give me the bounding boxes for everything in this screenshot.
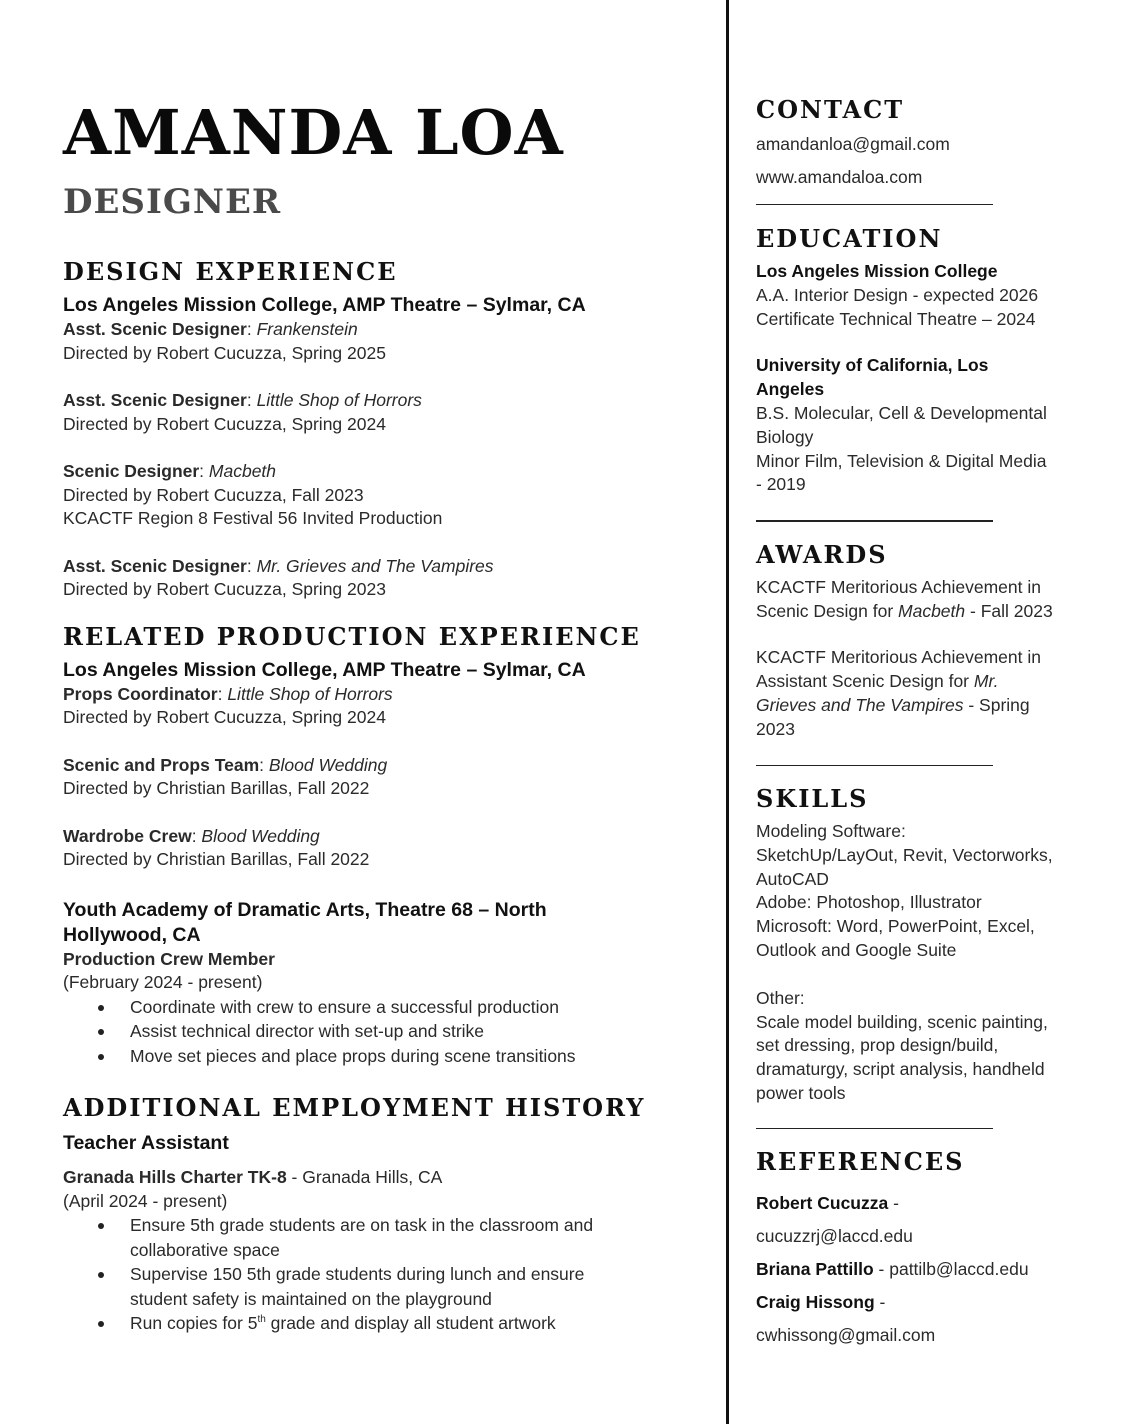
education-section: [756, 223, 1086, 522]
entry-detail: Directed by Christian Barillas, Fall 2022: [63, 849, 370, 869]
experience-entry: Asst. Scenic Designer: Little Shop of Horrors Directed by Robert Cucuzza, Spring 2024: [63, 389, 703, 436]
organization: Youth Academy of Dramatic Arts, Theatre 68 – North: [63, 898, 547, 921]
reference-item: Craig Hissong -: [756, 1291, 886, 1312]
experience-entry: Scenic Designer: Macbeth Directed by Robert Cucuzza, Fall 2023 KCACTF Region 8 Festival 56 Invited Production: [63, 460, 703, 531]
experience-entry: Props Coordinator: Little Shop of Horrors Directed by Robert Cucuzza, Spring 2024: [63, 683, 703, 730]
list-item: Move set pieces and place props during scene transitions: [130, 1044, 703, 1069]
entry-detail: Directed by Robert Cucuzza, Spring 2024: [63, 413, 386, 434]
contact-section: [756, 94, 1086, 205]
contact-website[interactable]: www.amandaloa.com: [756, 166, 923, 187]
skill-line: Microsoft: Word, PowerPoint, Excel,: [756, 916, 1035, 937]
candidate-title: DESIGNER: [63, 182, 282, 222]
reference-item: Robert Cucuzza -: [756, 1193, 899, 1214]
reference-item: Briana Pattillo - pattilb@laccd.edu: [756, 1258, 1029, 1279]
experience-entry: Asst. Scenic Designer: Frankenstein Directed by Robert Cucuzza, Spring 2025: [63, 318, 703, 365]
employment-section: [63, 1093, 703, 1336]
skills-section: [756, 783, 1086, 1129]
employer: Granada Hills Charter TK-8: [63, 1167, 287, 1187]
skill-line: Outlook and Google Suite: [756, 940, 957, 961]
skill-line: Adobe: Photoshop, Illustrator: [756, 892, 982, 913]
duties-list: [63, 995, 703, 1069]
reference-email[interactable]: cucuzzrj@laccd.edu: [756, 1226, 913, 1247]
production-title: Blood Wedding: [201, 825, 320, 846]
role: Asst. Scenic Designer: [63, 390, 247, 410]
main-column: [63, 96, 703, 1336]
role: Props Coordinator: [63, 683, 218, 704]
role: Scenic Designer: [63, 461, 200, 481]
organization: Hollywood, CA: [63, 923, 201, 946]
list-item: Ensure 5th grade students are on task in the classroom and collaborative space: [130, 1213, 703, 1262]
entry-detail: Directed by Robert Cucuzza, Spring 2023: [63, 579, 386, 599]
section-divider: [756, 520, 993, 522]
employer-location: - Granada Hills, CA: [286, 1167, 443, 1187]
skill-line: AutoCAD: [756, 868, 829, 889]
entry-detail: KCACTF Region 8 Festival 56 Invited Production: [63, 508, 443, 528]
section-heading: AWARDS: [756, 539, 888, 569]
school-name: University of California, Los: [756, 355, 989, 376]
production-title: Little Shop of Horrors: [256, 390, 422, 410]
list-item: Run copies for 5th grade and display all student artwork: [130, 1311, 703, 1336]
award-item: KCACTF Meritorious Achievement in Scenic Design for Macbeth - Fall 2023: [756, 576, 1053, 621]
skill-label: Other:: [756, 987, 805, 1008]
job-title: Teacher Assistant: [63, 1132, 229, 1154]
experience-entry: Scenic and Props Team: Blood Wedding Directed by Christian Barillas, Fall 2022: [63, 754, 703, 801]
section-heading: CONTACT: [756, 95, 905, 124]
section-divider: [756, 765, 993, 767]
degree-line: Minor Film, Television & Digital Media: [756, 450, 1047, 471]
experience-entry: Asst. Scenic Designer: Mr. Grieves and The Vampires Directed by Robert Cucuzza, Spring 2023: [63, 555, 703, 602]
list-item: Coordinate with crew to ensure a successful production: [130, 995, 703, 1020]
section-heading: RELATED PRODUCTION EXPERIENCE: [63, 621, 641, 651]
section-heading: DESIGN EXPERIENCE: [63, 257, 398, 286]
role: Asst. Scenic Designer: [63, 319, 247, 339]
skill-line: Modeling Software:: [756, 821, 906, 842]
production-title: Mr. Grieves and The Vampires: [256, 555, 494, 576]
degree-line: Certificate Technical Theatre – 2024: [756, 308, 1036, 329]
production-title: Macbeth: [208, 461, 277, 481]
degree-line: B.S. Molecular, Cell & Developmental: [756, 403, 1047, 424]
column-divider: [726, 0, 729, 1424]
organization: Los Angeles Mission College, AMP Theatre – Sylmar, CA: [63, 658, 586, 681]
section-heading: REFERENCES: [756, 1147, 965, 1177]
skill-line: power tools: [756, 1083, 846, 1104]
candidate-name: AMANDA LOA: [63, 96, 564, 169]
skills-list: [756, 820, 1086, 963]
related-experience-section: [63, 622, 703, 1069]
production-title: Little Shop of Horrors: [227, 683, 393, 704]
references-section: [756, 1146, 1086, 1347]
entry-dates: (April 2024 - present): [63, 1190, 228, 1211]
skill-line: Scale model building, scenic painting,: [756, 1011, 1048, 1032]
degree-line: - 2019: [756, 474, 806, 495]
entry-detail: Directed by Robert Cucuzza, Spring 2024: [63, 707, 386, 727]
design-experience-section: [63, 257, 703, 602]
production-title: Blood Wedding: [268, 754, 388, 775]
skill-line: dramaturgy, script analysis, handheld: [756, 1059, 1045, 1080]
production-title: Frankenstein: [256, 319, 358, 339]
role: Production Crew Member: [63, 948, 275, 969]
degree-line: Biology: [756, 426, 814, 447]
awards-section: [756, 539, 1086, 766]
reference-email[interactable]: cwhissong@gmail.com: [756, 1324, 936, 1345]
list-item: Assist technical director with set-up and strike: [130, 1019, 703, 1044]
contact-email[interactable]: amandanloa@gmail.com: [756, 134, 950, 154]
section-heading: EDUCATION: [756, 224, 943, 254]
skill-line: SketchUp/LayOut, Revit, Vectorworks,: [756, 844, 1053, 865]
list-item: Supervise 150 5th grade students during lunch and ensure student safety is maintained on the playground: [130, 1262, 703, 1311]
award-item: KCACTF Meritorious Achievement in Assistant Scenic Design for Mr. Grieves and The Vampires - Spring 2023: [756, 647, 1041, 739]
section-heading: SKILLS: [756, 784, 869, 814]
entry-detail: Directed by Christian Barillas, Fall 2022: [63, 778, 370, 798]
section-divider: [756, 204, 993, 206]
experience-entry: Wardrobe Crew: Blood Wedding Directed by Christian Barillas, Fall 2022: [63, 825, 703, 872]
role: Wardrobe Crew: [63, 825, 192, 846]
role: Scenic and Props Team: [63, 754, 260, 775]
sidebar-column: [756, 94, 1086, 1347]
entry-detail: Directed by Robert Cucuzza, Fall 2023: [63, 484, 364, 505]
section-heading: ADDITIONAL EMPLOYMENT HISTORY: [63, 1093, 646, 1122]
skill-line: set dressing, prop design/build,: [756, 1035, 999, 1056]
entry-detail: Directed by Robert Cucuzza, Spring 2025: [63, 342, 386, 363]
role: Asst. Scenic Designer: [63, 555, 247, 576]
experience-entry: [63, 898, 703, 1069]
organization: Los Angeles Mission College, AMP Theatre – Sylmar, CA: [63, 294, 586, 316]
section-divider: [756, 1128, 993, 1130]
duties-list: [63, 1213, 703, 1336]
entry-dates: (February 2024 - present): [63, 972, 263, 992]
school-name: Los Angeles Mission College: [756, 261, 998, 282]
school-name: Angeles: [756, 379, 825, 400]
degree-line: A.A. Interior Design - expected 2026: [756, 284, 1039, 305]
